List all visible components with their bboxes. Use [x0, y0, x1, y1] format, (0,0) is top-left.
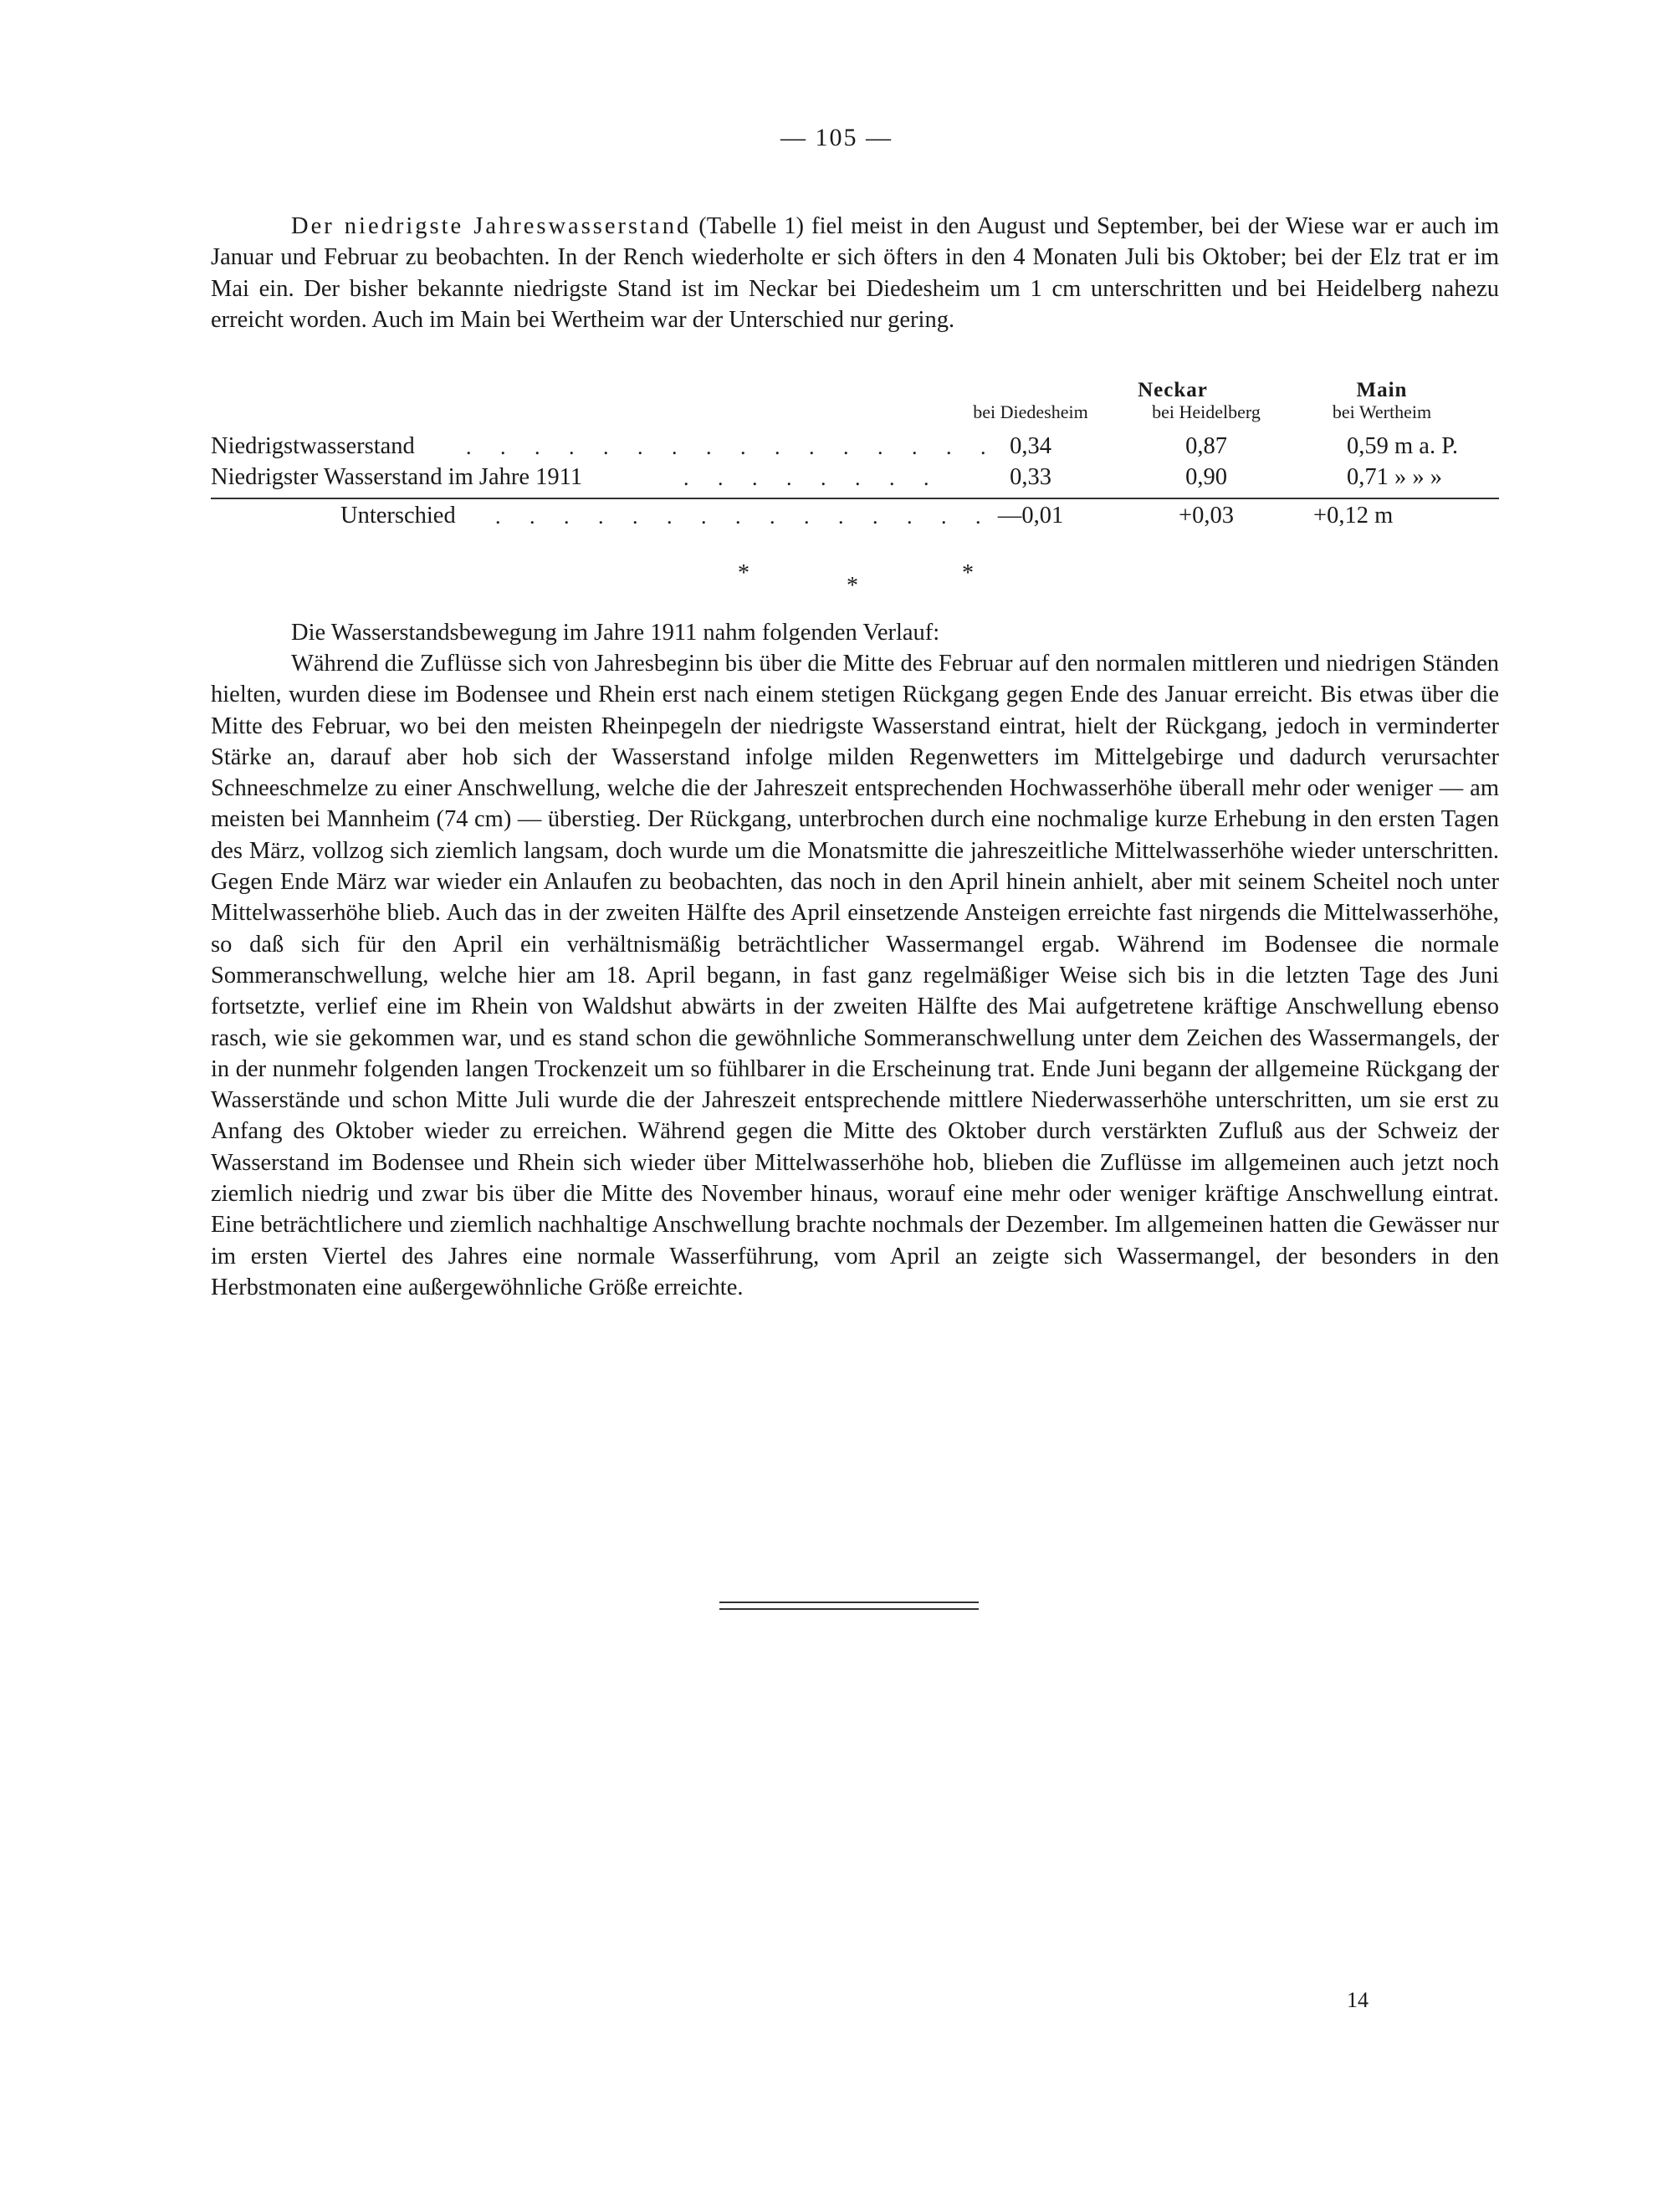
- row-dots: . . . . . . . .: [683, 466, 941, 490]
- separator-asterisk: *: [738, 560, 750, 586]
- section-body-text: Während die Zuflüsse sich von Jahresbeginn bis über die Mitte des Februar auf den normalen mittleren und niedrigen Ständen hielten, wurden diese im Bodensee und Rhein erst nach einem stetigen Rückgang gegen Ende des Januar erreicht. Bis etwas über die Mitte des Februar, wo bei den meisten Rheinpegeln der niedrigste Wasserstand eintrat, hielt der Rückgang, jedoch in verminderter Stärke an, darauf aber hob sich der Wasserstand infolge milden Regenwetters im Mittelgebirge und dadurch verursachter Schneeschmelze zu einer Anschwellung, welche die der Jahreszeit entsprechenden Hochwasserhöhe überall mehr oder weniger — am meisten bei Mannheim (74 cm) — überstieg. Der Rückgang, unterbrochen durch eine nochmalige kurze Erhebung in den ersten Tagen des März, vollzog sich ziemlich langsam, doch wurde um die Monatsmitte die jahreszeitliche Mittelwasserhöhe wieder unterschritten. Gegen Ende März war wieder ein Anlaufen zu beobachten, das noch in den April hinein anhielt, aber mit seinem Scheitel noch unter Mittelwasserhöhe blieb. Auch das in der zweiten Hälfte des April einsetzende Ansteigen erreichte fast nirgends die Mittelwasserhöhe, so daß sich für den April ein verhältnismäßig beträchtlicher Wassermangel ergab. Während im Bodensee die normale Sommeranschwellung, welche hier am 18. April begann, in fast ganz regelmäßiger Weise sich bis in die letzten Tage des Juni fortsetzte, verlief eine im Rhein von Waldshut abwärts in der zweiten Hälfte des Mai aufgetretene kräftige Anschwellung ebenso rasch, wie sie gekommen war, und es stand schon die gewöhnliche Sommeranschwellung unter dem Zeichen des Wassermangels, der in der nunmehr folgenden langen Trockenzeit um so fühlbarer in die Erscheinung trat. Ende Juni begann der allgemeine Rückgang der Wasserstände und schon Mitte Juli wurde die der Jahreszeit entsprechende mittlere Niederwasserhöhe unterschritten, um sie erst zu Anfang des Oktober wieder zu erreichen. Während gegen die Mitte des Oktober durch verstärkten Zufluß aus der Schweiz der Wasserstand im Bodensee und Rhein sich wieder über Mittelwasserhöhe hob, blieben die Zuflüsse im allgemeinen auch jetzt noch ziemlich niedrig und zwar bis über die Mitte des November hinaus, worauf eine mehr oder weniger kräftige Anschwellung eintrat. Eine beträchtlichere und ziemlich nachhaltige Anschwellung brachte nochmals der Dezember. Im allgemeinen hatten die Gewässer nur im ersten Viertel des Jahres eine normale Wasserführung, vom April an zeigte sich Wassermangel, der besonders in den Herbstmonaten eine außergewöhnliche Größe erreichte.: [211, 651, 1499, 1300]
- cell-row2-wertheim: 0,71 » » »: [1347, 464, 1442, 490]
- intro-lead: Der niedrigste Jahreswasserstand: [291, 213, 692, 239]
- signature-mark: 14: [1347, 1988, 1369, 2012]
- group-title-neckar: Neckar: [1138, 379, 1208, 401]
- sub-head-diedesheim: bei Diedesheim: [973, 401, 1088, 422]
- section-heading-text: Die Wasserstandsbewegung im Jahre 1911 nahm folgenden Verlauf:: [291, 620, 940, 646]
- end-double-rule: [719, 1602, 979, 1610]
- sub-head-heidelberg: bei Heidelberg: [1152, 401, 1261, 422]
- separator-asterisk: *: [962, 560, 974, 586]
- separator-asterisk: *: [847, 573, 858, 599]
- row-label-jahr-1911: Niedrigster Wasserstand im Jahre 1911: [211, 464, 583, 490]
- section-body: [211, 648, 1499, 1303]
- cell-diff-wertheim: +0,12 m: [1313, 503, 1394, 529]
- sub-head-wertheim: bei Wertheim: [1332, 401, 1432, 422]
- cell-diff-diedesheim: —0,01: [997, 503, 1064, 529]
- cell-row2-heidelberg: 0,90: [1185, 464, 1227, 490]
- cell-row1-diedesheim: 0,34: [1010, 433, 1051, 459]
- row-dots: . . . . . . . . . . . . . . .: [495, 504, 993, 529]
- group-title-main: Main: [1356, 379, 1408, 401]
- row-label-unterschied: Unterschied: [340, 503, 456, 529]
- section-heading: [211, 617, 1499, 648]
- intro-paragraph: [211, 211, 1499, 335]
- row-dots: . . . . . . . . . . . . . . . .: [466, 435, 998, 459]
- intro-text: (Tabelle 1) fiel meist in den August und September, bei der Wiese war er auch im Januar und Februar zu beobachten. In der Rench wiederholte er sich öfters in den 4 Monaten Juli bis Oktober; bei der Elz trat er im Mai ein. Der bisher bekannte niedrigste Stand ist im Neckar bei Diedesheim um 1 cm unterschritten und bei Heidelberg nahezu erreicht worden. Auch im Main bei Wertheim war der Unterschied nur gering.: [211, 213, 1499, 333]
- cell-diff-heidelberg: +0,03: [1179, 503, 1234, 529]
- row-label-niedrigstwasserstand: Niedrigstwasserstand: [211, 433, 415, 459]
- page-number: — 105 —: [780, 124, 893, 151]
- cell-row2-diedesheim: 0,33: [1010, 464, 1051, 490]
- table-rule: [211, 498, 1499, 499]
- cell-row1-wertheim: 0,59 m a. P.: [1347, 433, 1459, 459]
- cell-row1-heidelberg: 0,87: [1185, 433, 1227, 459]
